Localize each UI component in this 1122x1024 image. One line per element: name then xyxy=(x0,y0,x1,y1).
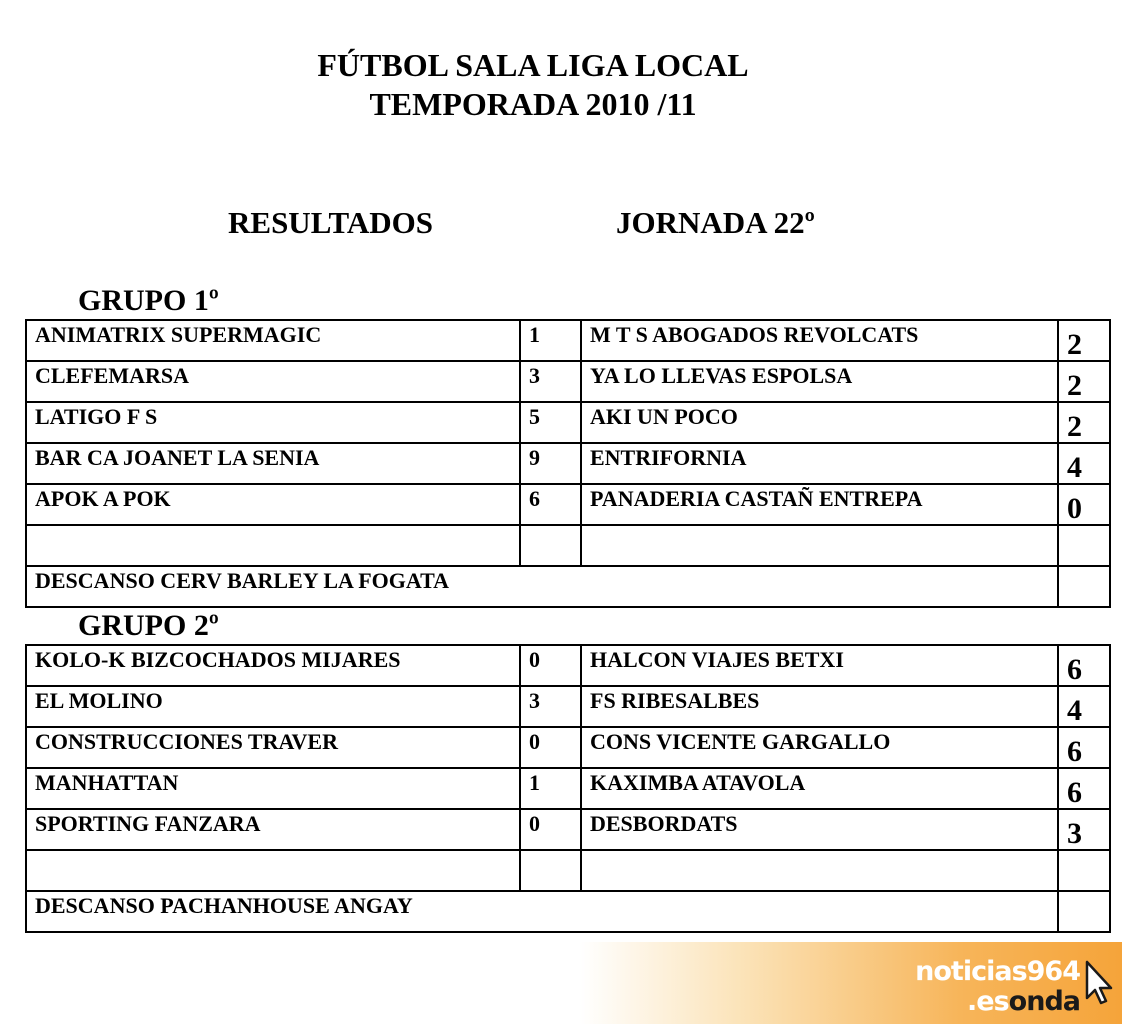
home-team: EL MOLINO xyxy=(26,686,520,727)
table-row xyxy=(26,686,1110,727)
table-row xyxy=(26,402,1110,443)
table-row xyxy=(26,727,1110,768)
away-score: 2 xyxy=(1058,361,1110,402)
rest-team: DESCANSO PACHANHOUSE ANGAY xyxy=(26,891,1058,932)
home-team: CLEFEMARSA xyxy=(26,361,520,402)
away-team: M T S ABOGADOS REVOLCATS xyxy=(581,320,1058,361)
empty-row xyxy=(26,850,1110,891)
home-score: 9 xyxy=(520,443,581,484)
home-team: BAR CA JOANET LA SENIA xyxy=(26,443,520,484)
away-team: CONS VICENTE GARGALLO xyxy=(581,727,1058,768)
away-score: 4 xyxy=(1058,686,1110,727)
table-row xyxy=(26,645,1110,686)
away-team: YA LO LLEVAS ESPOLSA xyxy=(581,361,1058,402)
home-team: ANIMATRIX SUPERMAGIC xyxy=(26,320,520,361)
away-score: 0 xyxy=(1058,484,1110,525)
brand-es: .es xyxy=(967,986,1009,1017)
results-heading: RESULTADOS xyxy=(228,205,434,240)
home-score: 0 xyxy=(520,809,581,850)
brand-onda: onda xyxy=(1008,986,1080,1017)
away-score: 2 xyxy=(1058,402,1110,443)
rest-row xyxy=(26,566,1110,607)
rest-team: DESCANSO CERV BARLEY LA FOGATA xyxy=(26,566,1058,607)
group-2-label: GRUPO 2º xyxy=(78,609,219,642)
home-score: 1 xyxy=(520,768,581,809)
home-team: CONSTRUCCIONES TRAVER xyxy=(26,727,520,768)
home-team: APOK A POK xyxy=(26,484,520,525)
table-row xyxy=(26,361,1110,402)
away-score: 6 xyxy=(1058,645,1110,686)
home-score: 3 xyxy=(520,361,581,402)
brand-logo[interactable] xyxy=(580,942,1122,1024)
away-score: 3 xyxy=(1058,809,1110,850)
away-team: FS RIBESALBES xyxy=(581,686,1058,727)
home-score: 6 xyxy=(520,484,581,525)
away-team: KAXIMBA ATAVOLA xyxy=(581,768,1058,809)
home-score: 1 xyxy=(520,320,581,361)
rest-row xyxy=(26,891,1110,932)
table-row xyxy=(26,443,1110,484)
away-team: AKI UN POCO xyxy=(581,402,1058,443)
home-score: 0 xyxy=(520,727,581,768)
table-row xyxy=(26,809,1110,850)
away-team: HALCON VIAJES BETXI xyxy=(581,645,1058,686)
away-score: 6 xyxy=(1058,727,1110,768)
empty-row xyxy=(26,525,1110,566)
season-subtitle: TEMPORADA 2010 /11 xyxy=(369,86,697,122)
jornada-heading: JORNADA 22º xyxy=(616,205,815,240)
table-row xyxy=(26,484,1110,525)
home-team: SPORTING FANZARA xyxy=(26,809,520,850)
table-row xyxy=(26,320,1110,361)
cursor-arrow-icon xyxy=(1084,960,1114,1006)
table-row xyxy=(26,768,1110,809)
group-1-results-table xyxy=(25,319,1111,608)
home-team: KOLO-K BIZCOCHADOS MIJARES xyxy=(26,645,520,686)
away-score: 2 xyxy=(1058,320,1110,361)
away-team: PANADERIA CASTAÑ ENTREPA xyxy=(581,484,1058,525)
home-score: 3 xyxy=(520,686,581,727)
brand-domain xyxy=(967,986,1080,1017)
home-score: 5 xyxy=(520,402,581,443)
brand-name: noticias964 xyxy=(915,956,1080,987)
away-team: ENTRIFORNIA xyxy=(581,443,1058,484)
group-2-results-table xyxy=(25,644,1111,933)
away-score: 6 xyxy=(1058,768,1110,809)
home-team: MANHATTAN xyxy=(26,768,520,809)
page-title: FÚTBOL SALA LIGA LOCAL xyxy=(317,47,749,83)
away-score: 4 xyxy=(1058,443,1110,484)
group-1-label: GRUPO 1º xyxy=(78,284,219,317)
home-team: LATIGO F S xyxy=(26,402,520,443)
home-score: 0 xyxy=(520,645,581,686)
away-team: DESBORDATS xyxy=(581,809,1058,850)
